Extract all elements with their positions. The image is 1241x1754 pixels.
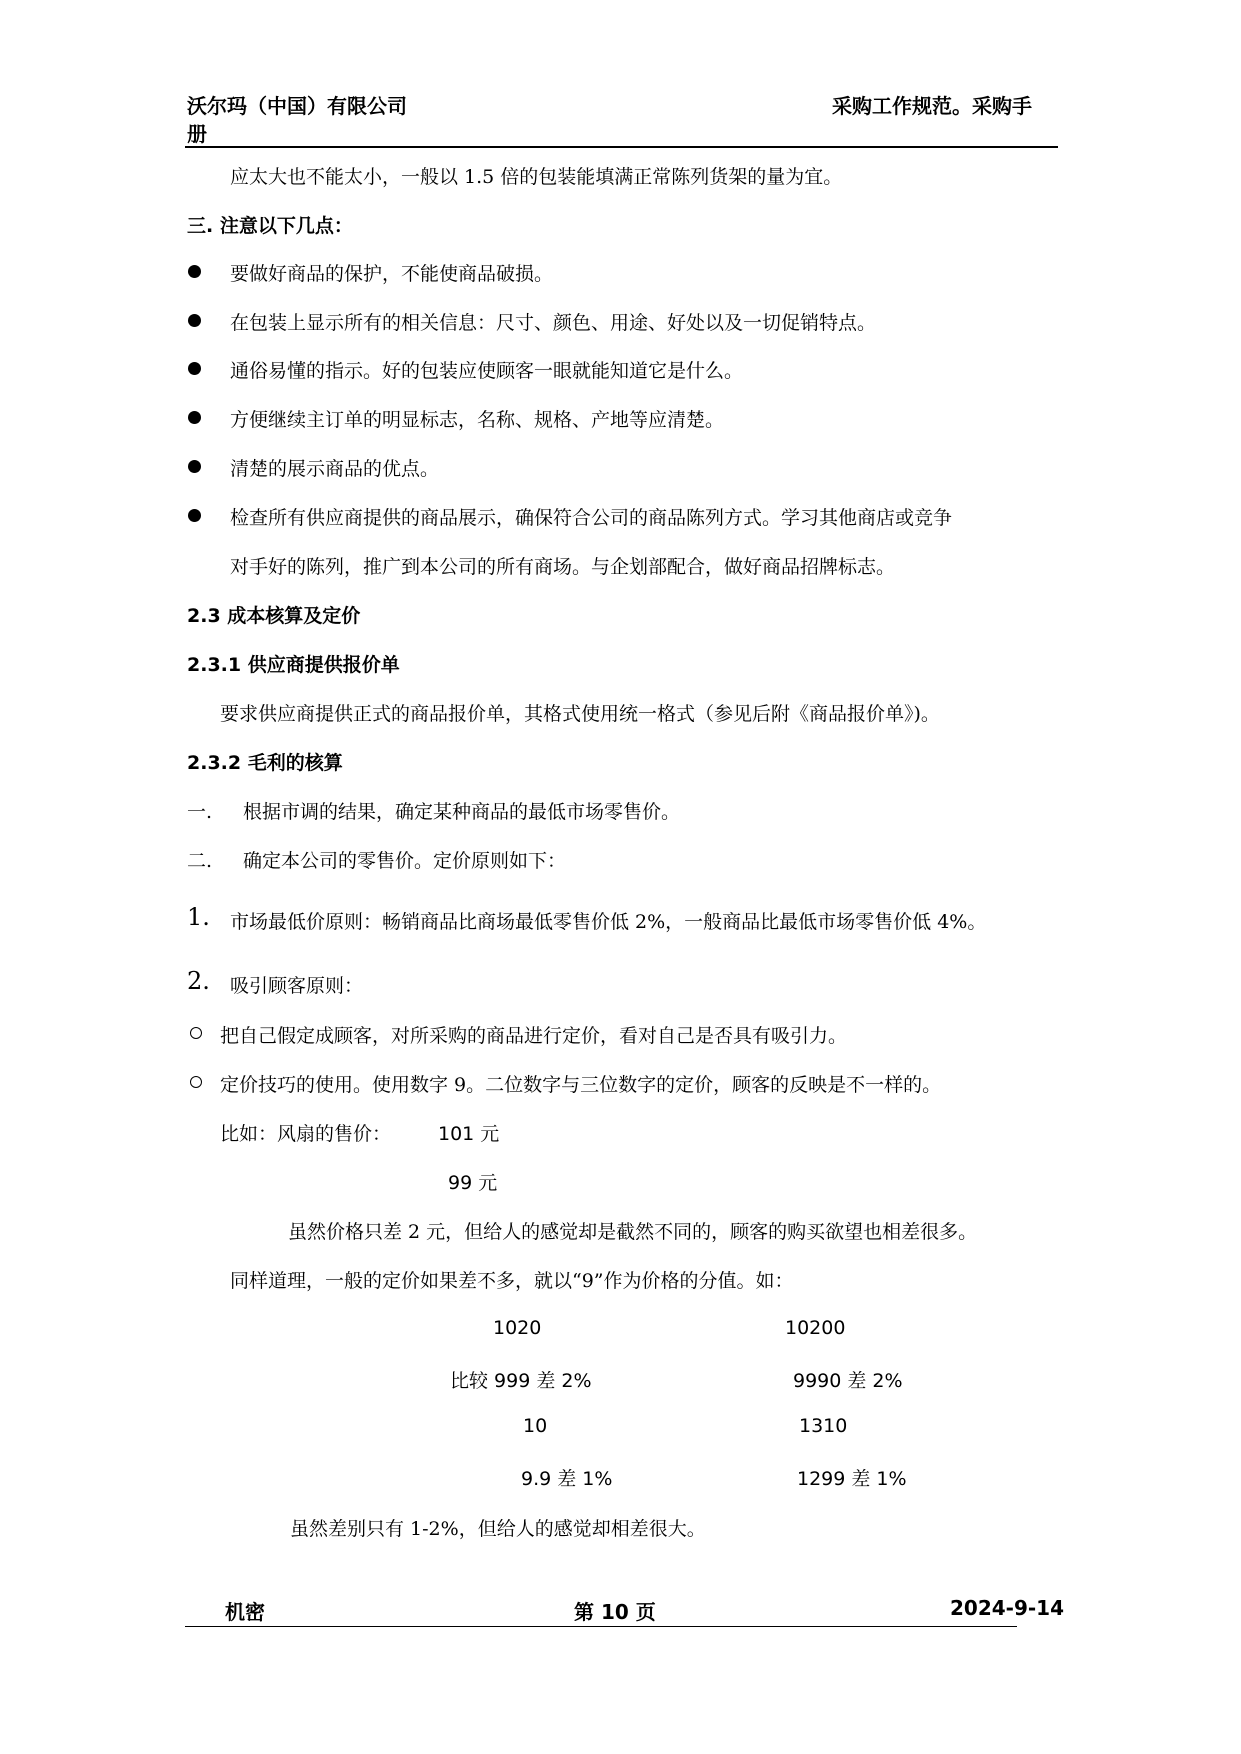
circle-bullet-icon: [190, 1027, 202, 1039]
circle-item: 把自己假定成顾客，对所采购的商品进行定价，看对自己是否具有吸引力。: [220, 1025, 848, 1047]
bullet-item-continuation: 对手好的陈列，推广到本公司的所有商场。与企划部配合，做好商品招牌标志。: [230, 556, 896, 578]
bullet-item: 方便继续主订单的明显标志，名称、规格、产地等应清楚。: [230, 409, 725, 431]
step-text: 根据市调的结果，确定某种商品的最低市场零售价。: [243, 801, 681, 823]
bullet-dot: [188, 460, 201, 473]
note-paragraph: 同样道理，一般的定价如果差不多，就以“9”作为价格的分值。如：: [230, 1270, 794, 1292]
document-title: 采购工作规范。采购手: [832, 94, 1032, 118]
comparison-value: 10200: [785, 1317, 846, 1339]
bullet-item: 要做好商品的保护，不能使商品破损。: [230, 263, 554, 285]
comparison-value: 9990 差 2%: [793, 1370, 903, 1392]
section-heading-3: 三. 注意以下几点：: [187, 215, 353, 237]
bullet-item: 在包装上显示所有的相关信息：尺寸、颜色、用途、好处以及一切促销特点。: [230, 312, 877, 334]
bullet-item: 清楚的展示商品的优点。: [230, 458, 440, 480]
bullet-dot: [188, 265, 201, 278]
bullet-item: 检查所有供应商提供的商品展示，确保符合公司的商品陈列方式。学习其他商店或竞争: [230, 507, 953, 529]
step-text: 确定本公司的零售价。定价原则如下：: [243, 850, 567, 872]
circle-bullet-icon: [190, 1076, 202, 1088]
comparison-value: 10: [523, 1415, 548, 1437]
comparison-value: 9.9 差 1%: [521, 1468, 613, 1490]
rule-number: 2.: [187, 967, 210, 995]
comparison-value: 1310: [799, 1415, 848, 1437]
circle-item: 定价技巧的使用。使用数字 9。二位数字与三位数字的定价，顾客的反映是不一样的。: [220, 1074, 942, 1096]
bullet-dot: [188, 314, 201, 327]
footer-page-number: 第 10 页: [574, 1600, 656, 1624]
rule-text: 市场最低价原则：畅销商品比商场最低零售价低 2%，一般商品比最低市场零售价低 4%。: [230, 911, 987, 933]
comparison-value: 1020: [493, 1317, 542, 1339]
rule-text: 吸引顾客原则：: [230, 975, 364, 997]
header-rule: [185, 146, 1058, 148]
example-label: 比如：风扇的售价：: [220, 1123, 392, 1145]
intro-line: 应太大也不能太小，一般以 1.5 倍的包装能填满正常陈列货架的量为宜。: [230, 166, 843, 188]
section-2-3-1-body: 要求供应商提供正式的商品报价单，其格式使用统一格式（参见后附《商品报价单》)。: [220, 703, 940, 725]
company-name: 沃尔玛（中国）有限公司: [187, 94, 407, 118]
section-heading-2-3-2: 2.3.2 毛利的核算: [187, 752, 343, 774]
comparison-value: 比较 999 差 2%: [450, 1370, 592, 1392]
bullet-dot: [188, 362, 201, 375]
section-heading-2-3: 2.3 成本核算及定价: [187, 605, 361, 627]
note-paragraph: 虽然差别只有 1-2%，但给人的感觉却相差很大。: [290, 1518, 706, 1540]
rule-number: 1.: [187, 903, 210, 931]
bullet-item: 通俗易懂的指示。好的包装应使顾客一眼就能知道它是什么。: [230, 360, 744, 382]
note-paragraph: 虽然价格只差 2 元，但给人的感觉却是截然不同的，顾客的购买欲望也相差很多。: [288, 1221, 978, 1243]
step-marker: 二.: [187, 850, 213, 872]
company-name-wrap: 册: [187, 122, 207, 146]
bullet-dot: [188, 509, 201, 522]
bullet-dot: [188, 411, 201, 424]
section-heading-2-3-1: 2.3.1 供应商提供报价单: [187, 654, 400, 676]
example-price: 99 元: [448, 1172, 498, 1194]
comparison-value: 1299 差 1%: [797, 1468, 907, 1490]
footer-confidential: 机密: [225, 1600, 265, 1624]
step-marker: 一.: [187, 801, 213, 823]
footer-rule: [185, 1626, 1017, 1627]
example-price: 101 元: [438, 1123, 500, 1145]
footer-date: 2024-9-14: [950, 1596, 1065, 1620]
